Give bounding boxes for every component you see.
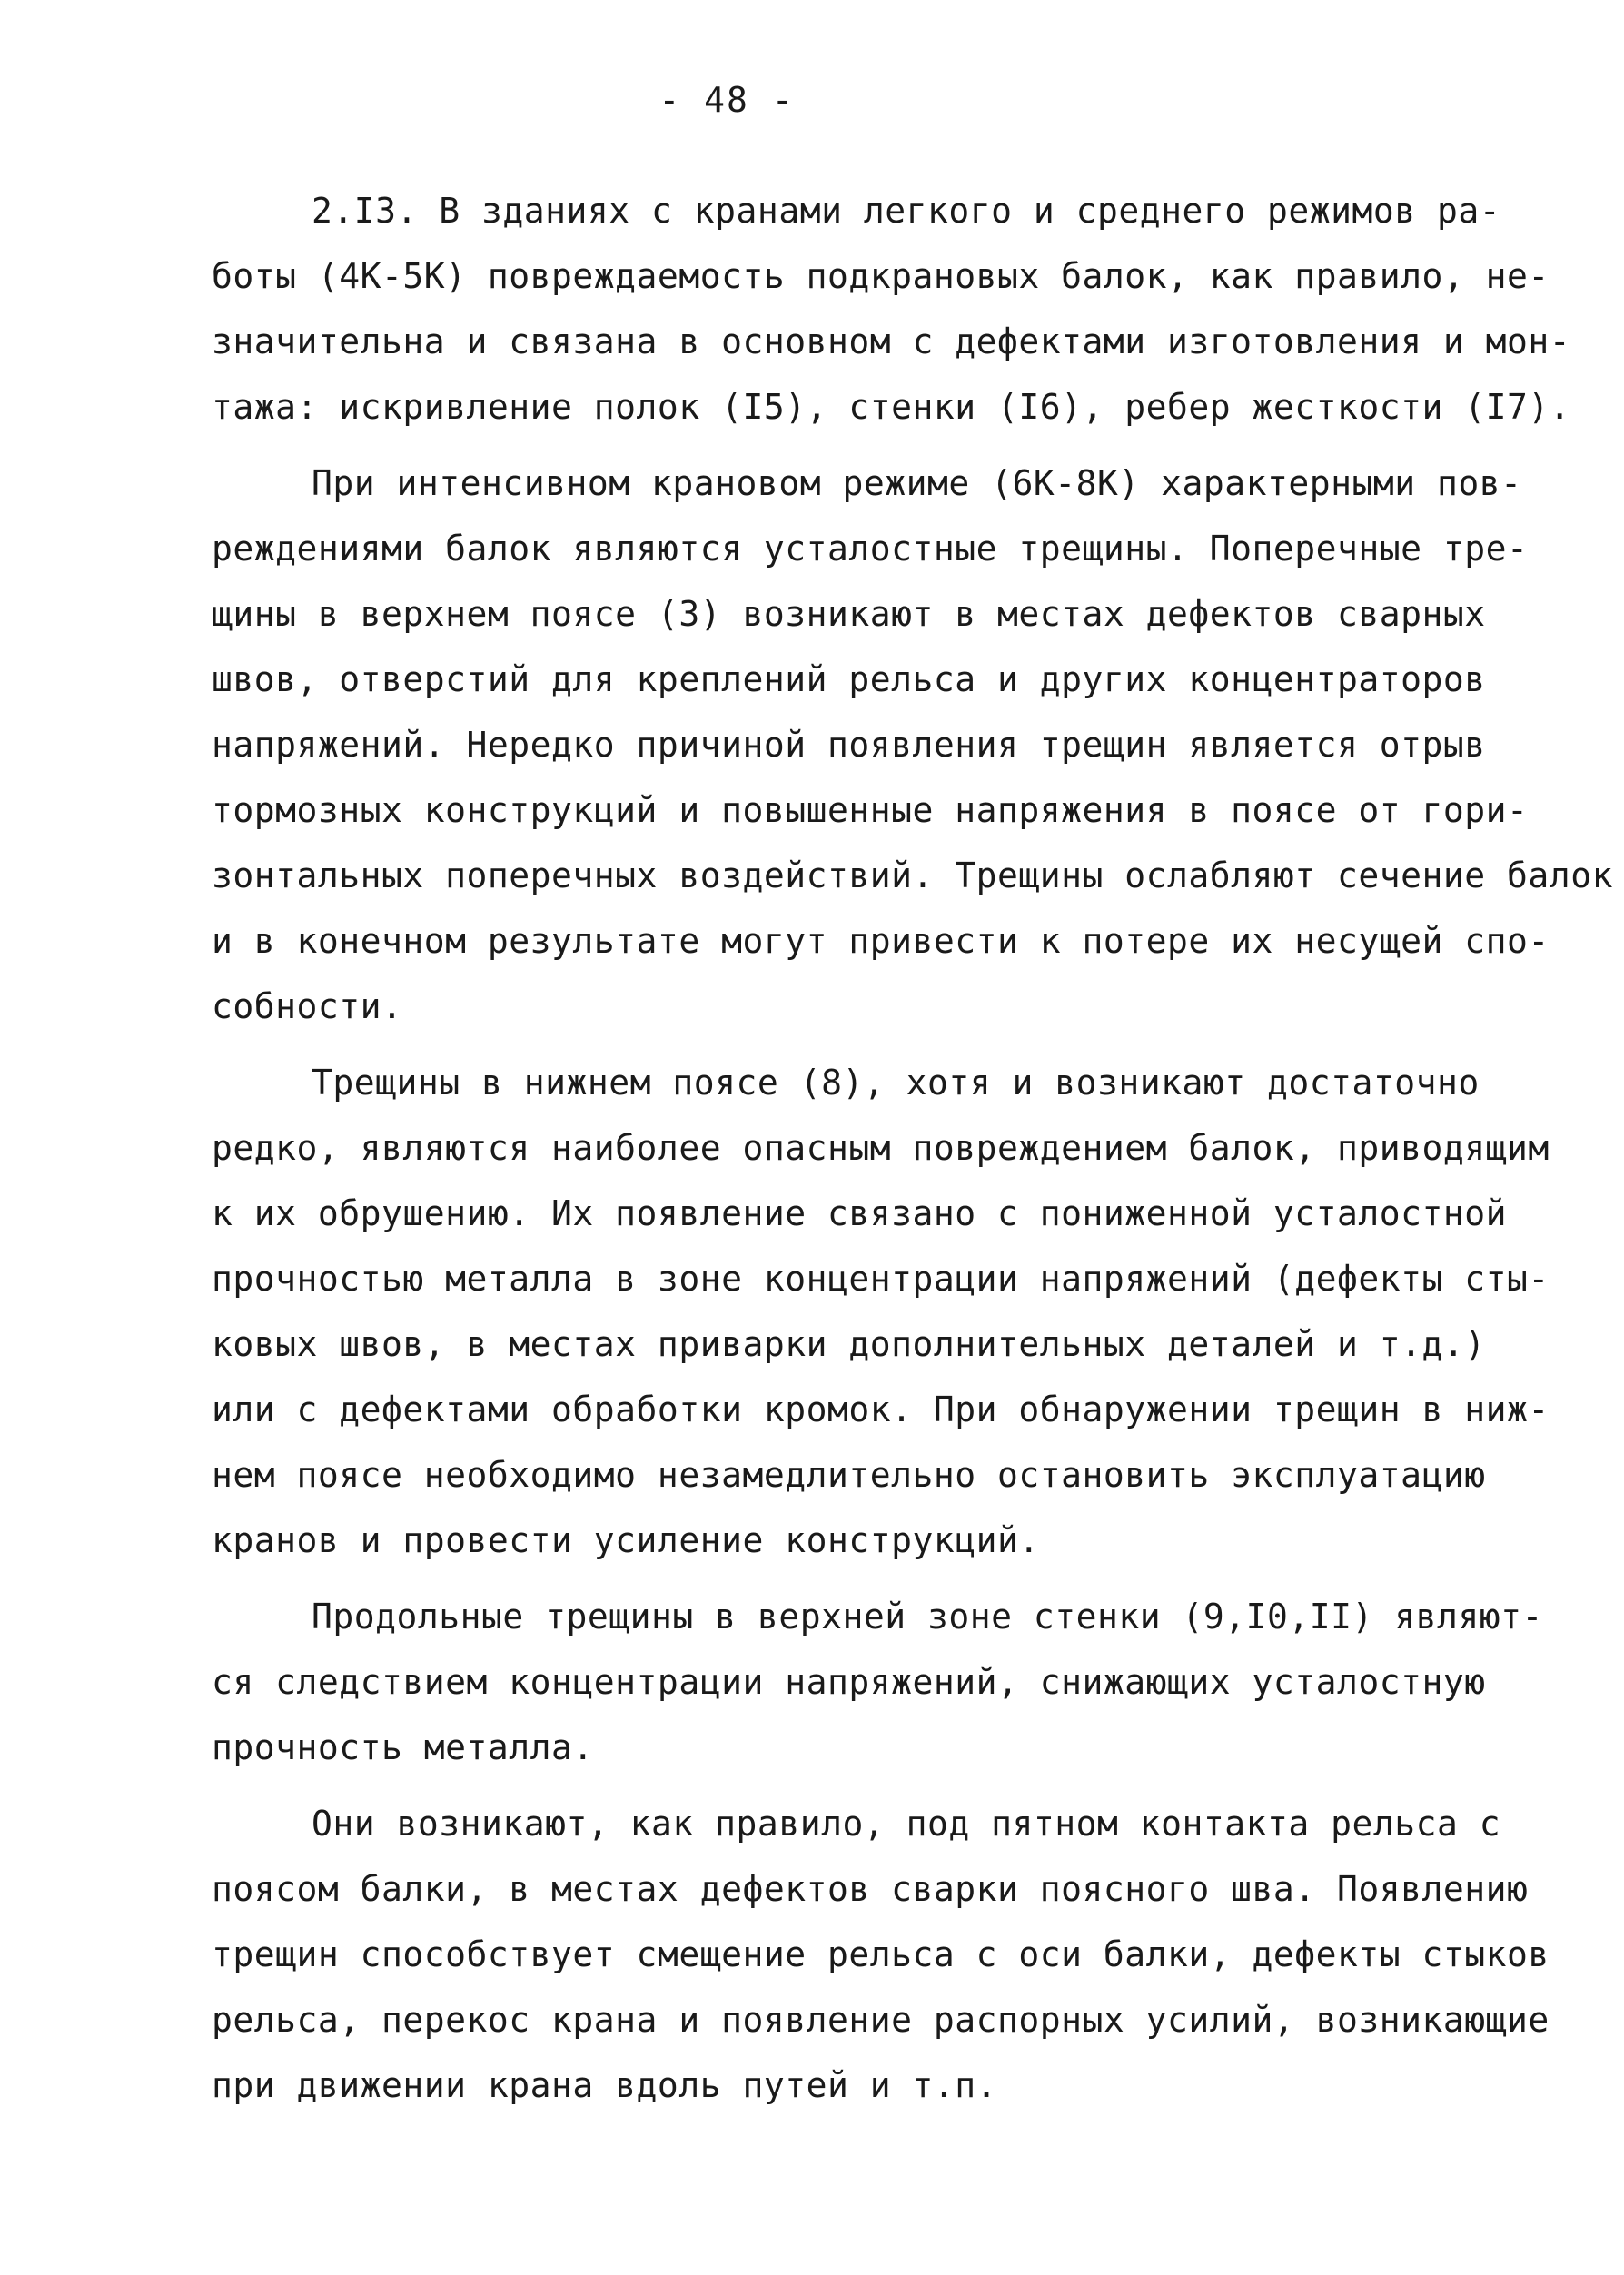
text-line: щины в верхнем поясе (3) возникают в местах дефектов сварных bbox=[212, 594, 1486, 634]
text-line: кранов и провести усиление конструкций. bbox=[212, 1520, 1040, 1560]
text-line: при движении крана вдоль путей и т.п. bbox=[212, 2065, 997, 2105]
text-line: Они возникают, как правило, под пятном контакта рельса с bbox=[312, 1804, 1501, 1844]
text-line: и в конечном результате могут привести к потере их несущей спо- bbox=[212, 921, 1550, 961]
text-line: реждениями балок являются усталостные трещины. Поперечные тре- bbox=[212, 529, 1529, 569]
paragraph-lower-flange bbox=[212, 1050, 1550, 1573]
text-line: трещин способствует смещение рельса с оси балки, дефекты стыков bbox=[212, 1934, 1550, 1974]
page-number: - 48 - bbox=[659, 80, 795, 120]
text-line: ковых швов, в местах приварки дополнительных деталей и т.д.) bbox=[212, 1324, 1486, 1364]
text-line: 2.I3. В зданиях с кранами легкого и среднего режимов ра- bbox=[312, 191, 1501, 231]
text-line: ся следствием концентрации напряжений, снижающих усталостную bbox=[212, 1662, 1486, 1702]
text-line: тормозных конструкций и повышенные напряжения в поясе от гори- bbox=[212, 790, 1529, 830]
text-line: прочность металла. bbox=[212, 1727, 594, 1767]
text-line: нем поясе необходимо незамедлительно остановить эксплуатацию bbox=[212, 1455, 1486, 1495]
paragraph-intensive-mode bbox=[212, 450, 1613, 1039]
paragraph-2-13 bbox=[212, 178, 1571, 440]
text-line: рельса, перекос крана и появление распорных усилий, возникающие bbox=[212, 2000, 1550, 2040]
text-line: боты (4К-5К) повреждаемость подкрановых балок, как правило, не- bbox=[212, 256, 1550, 296]
text-line: тажа: искривление полок (I5), стенки (I6), ребер жесткости (I7). bbox=[212, 387, 1571, 427]
text-line: собности. bbox=[212, 986, 403, 1026]
text-line: напряжений. Нередко причиной появления трещин является отрыв bbox=[212, 725, 1486, 765]
text-line: Трещины в нижнем поясе (8), хотя и возникают достаточно bbox=[312, 1063, 1480, 1103]
text-line: поясом балки, в местах дефектов сварки поясного шва. Появлению bbox=[212, 1869, 1529, 1909]
paragraph-longitudinal-cracks bbox=[212, 1584, 1543, 1780]
body-text bbox=[212, 178, 1613, 2129]
text-line: При интенсивном крановом режиме (6К-8К) характерными пов- bbox=[312, 463, 1522, 503]
text-line: к их обрушению. Их появление связано с пониженной усталостной bbox=[212, 1193, 1508, 1233]
text-line: швов, отверстий для креплений рельса и других концентраторов bbox=[212, 659, 1486, 699]
text-line: редко, являются наиболее опасным повреждением балок, приводящим bbox=[212, 1128, 1550, 1168]
text-line: зонтальных поперечных воздействий. Трещины ослабляют сечение балок bbox=[212, 856, 1613, 895]
text-line: или с дефектами обработки кромок. При обнаружении трещин в ниж- bbox=[212, 1390, 1550, 1429]
text-line: прочностью металла в зоне концентрации напряжений (дефекты сты- bbox=[212, 1259, 1550, 1299]
text-line: значительна и связана в основном с дефектами изготовления и мон- bbox=[212, 321, 1571, 361]
text-line: Продольные трещины в верхней зоне стенки (9,I0,II) являют- bbox=[312, 1597, 1543, 1637]
paragraph-crack-causes bbox=[212, 1791, 1550, 2118]
